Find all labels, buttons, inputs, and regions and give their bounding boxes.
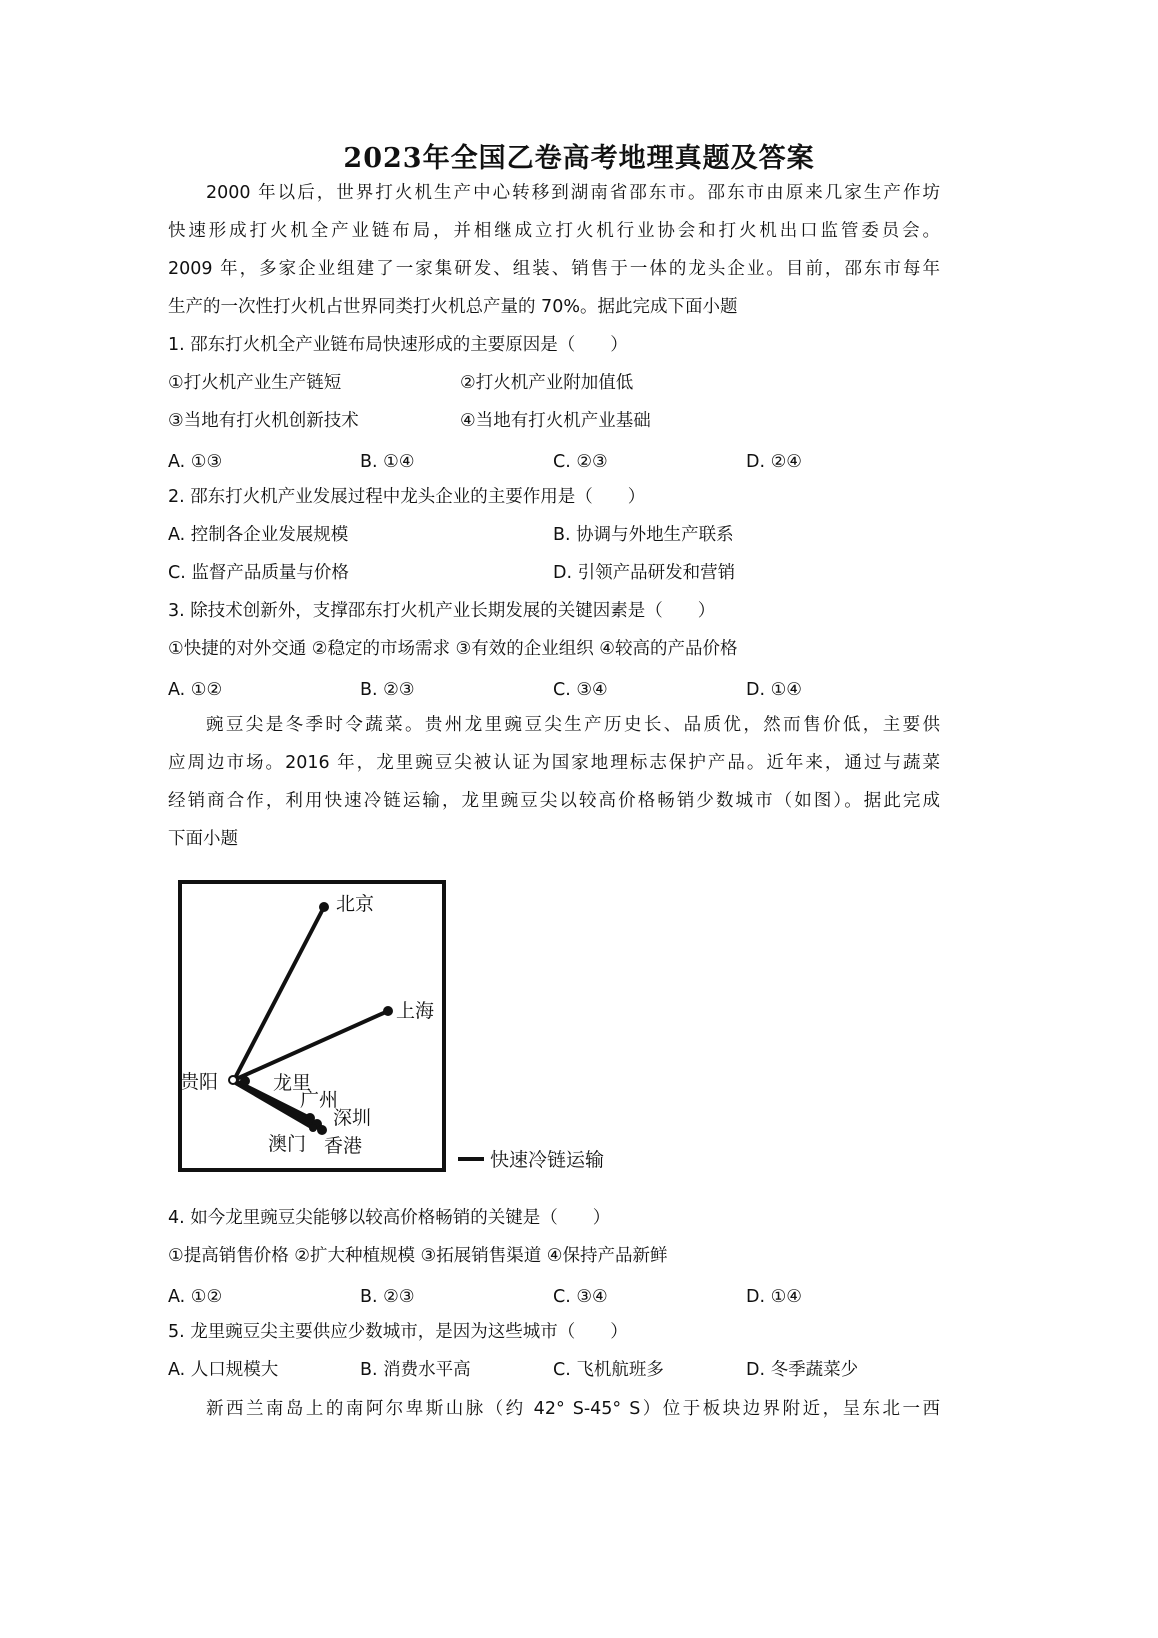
- city-dot-beijing: [319, 902, 329, 912]
- passage-line: 应周边市场。2016 年，龙里豌豆尖被认证为国家地理标志保护产品。近年来，通过与蔬菜: [168, 753, 940, 773]
- question-1-stem: 1. 邵东打火机全产业链布局快速形成的主要原因是（ ）: [168, 335, 628, 355]
- label-beijing: 北京: [336, 893, 375, 915]
- label-longli: 龙里: [273, 1072, 312, 1094]
- label-macau: 澳门: [268, 1133, 307, 1155]
- city-dot-hongkong: [317, 1125, 327, 1135]
- q3-choice-d: D. ①④: [746, 680, 802, 700]
- passage-line: 快速形成打火机全产业链布局，并相继成立打火机行业协会和打火机出口监管委员会。: [168, 221, 940, 241]
- q5-choice-c: C. 飞机航班多: [553, 1360, 664, 1380]
- q1-choice-a: A. ①③: [168, 452, 223, 472]
- passage-line: 2009 年，多家企业组建了一家集研发、组装、销售于一体的龙头企业。目前，邵东市每年: [168, 259, 940, 279]
- q4-items: ①提高销售价格 ②扩大种植规模 ③拓展销售渠道 ④保持产品新鲜: [168, 1246, 668, 1266]
- question-2-stem: 2. 邵东打火机产业发展过程中龙头企业的主要作用是（ ）: [168, 487, 646, 507]
- q3-choice-a: A. ①②: [168, 680, 223, 700]
- q3-choice-c: C. ③④: [553, 680, 608, 700]
- q1-item: ①打火机产业生产链短: [168, 373, 342, 393]
- route-beijing: [234, 907, 324, 1080]
- q1-item: ④当地有打火机产业基础: [460, 411, 651, 431]
- question-4-stem: 4. 如今龙里豌豆尖能够以较高价格畅销的关键是（ ）: [168, 1208, 611, 1228]
- q5-choice-b: B. 消费水平高: [360, 1360, 471, 1380]
- label-hongkong: 香港: [324, 1135, 363, 1157]
- legend-label: 快速冷链运输: [490, 1149, 605, 1171]
- passage-line: 豌豆尖是冬季时令蔬菜。贵州龙里豌豆尖生产历史长、品质优，然而售价低，主要供: [206, 715, 940, 735]
- q5-choice-d: D. 冬季蔬菜少: [746, 1360, 859, 1380]
- q2-choice-b: B. 协调与外地生产联系: [553, 525, 734, 545]
- question-3-stem: 3. 除技术创新外，支撑邵东打火机产业长期发展的关键因素是（ ）: [168, 601, 716, 621]
- q1-choice-d: D. ②④: [746, 452, 802, 472]
- q2-choice-c: C. 监督产品质量与价格: [168, 563, 349, 583]
- page-title: 2023年全国乙卷高考地理真题及答案: [343, 143, 815, 174]
- q4-choice-d: D. ①④: [746, 1287, 802, 1307]
- city-dot-guiyang: [229, 1076, 237, 1084]
- q2-choice-d: D. 引领产品研发和营销: [553, 563, 736, 583]
- q3-choice-b: B. ②③: [360, 680, 415, 700]
- q5-choice-a: A. 人口规模大: [168, 1360, 279, 1380]
- q1-item: ③当地有打火机创新技术: [168, 411, 359, 431]
- q3-items: ①快捷的对外交通 ②稳定的市场需求 ③有效的企业组织 ④较高的产品价格: [168, 639, 738, 659]
- passage-line: 2000 年以后，世界打火机生产中心转移到湖南省邵东市。邵东市由原来几家生产作坊: [206, 183, 940, 203]
- q2-choice-a: A. 控制各企业发展规模: [168, 525, 349, 545]
- passage-line: 生产的一次性打火机占世界同类打火机总产量的 70%。据此完成下面小题: [168, 297, 738, 317]
- label-guiyang: 贵阳: [180, 1071, 219, 1093]
- city-dot-macau: [309, 1124, 317, 1132]
- question-5-stem: 5. 龙里豌豆尖主要供应少数城市，是因为这些城市（ ）: [168, 1322, 628, 1342]
- q4-choice-c: C. ③④: [553, 1287, 608, 1307]
- route-shanghai: [234, 1011, 388, 1080]
- q4-choice-a: A. ①②: [168, 1287, 223, 1307]
- label-guangzhou: 广州: [300, 1089, 339, 1111]
- passage-line: 新西兰南岛上的南阿尔卑斯山脉（约 42° S-45° S）位于板块边界附近，呈东北一西: [206, 1399, 940, 1419]
- q1-choice-c: C. ②③: [553, 452, 608, 472]
- passage-line: 下面小题: [168, 829, 238, 849]
- passage-line: 经销商合作，利用快速冷链运输，龙里豌豆尖以较高价格畅销少数城市（如图）。据此完成: [168, 791, 940, 811]
- q1-choice-b: B. ①④: [360, 452, 415, 472]
- city-dot-longli: [240, 1076, 250, 1086]
- label-shanghai: 上海: [396, 1000, 435, 1022]
- label-shenzhen: 深圳: [333, 1107, 372, 1129]
- q1-item: ②打火机产业附加值低: [460, 373, 634, 393]
- city-dot-shanghai: [383, 1006, 393, 1016]
- q4-choice-b: B. ②③: [360, 1287, 415, 1307]
